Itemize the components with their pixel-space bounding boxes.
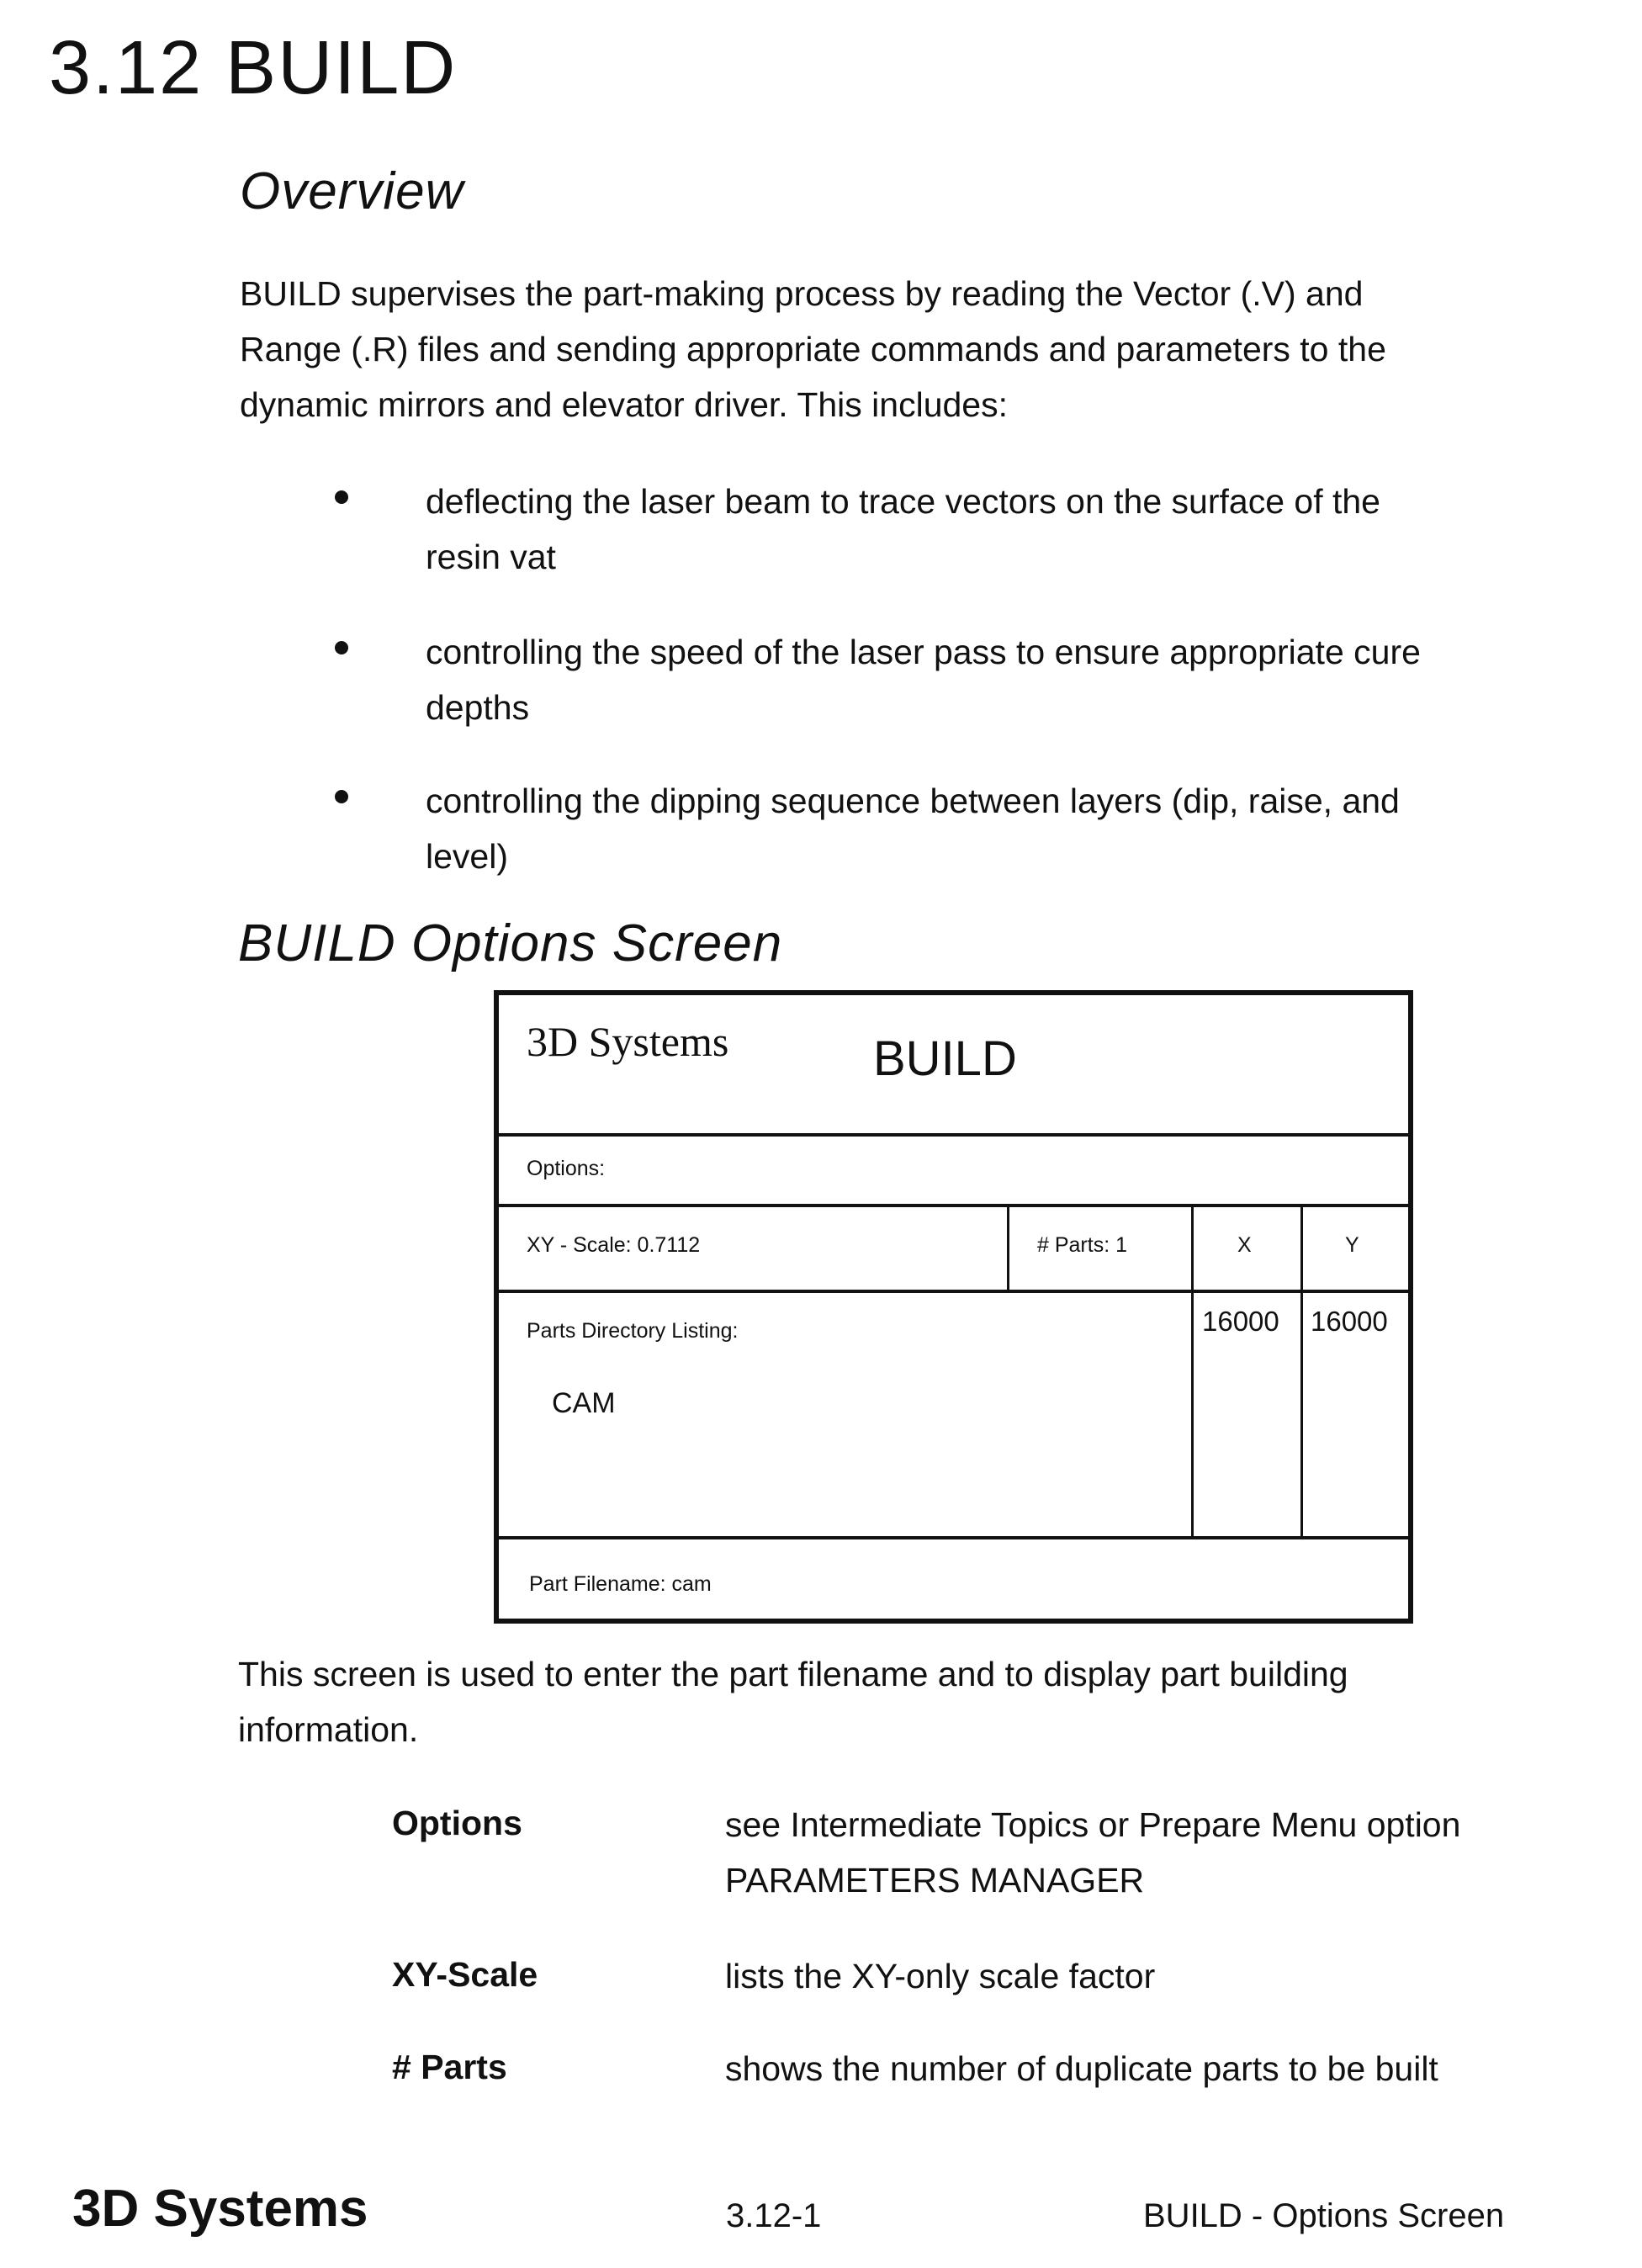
footer-section: BUILD - Options Screen — [1143, 2197, 1504, 2235]
part-filename-field[interactable]: Part Filename: cam — [529, 1572, 712, 1597]
definition-term: Options — [392, 1804, 522, 1843]
divider — [499, 1536, 1408, 1539]
bullet-item — [426, 624, 1421, 735]
options-label: Options: — [527, 1157, 605, 1181]
x-value: 16000 — [1202, 1306, 1279, 1338]
bullet-line: depths — [426, 680, 1421, 735]
definition-term: # Parts — [392, 2048, 507, 2087]
paragraph-line: dynamic mirrors and elevator driver. This includes: — [240, 377, 1386, 432]
bullet-line: deflecting the laser beam to trace vectors on the surface of the — [426, 474, 1380, 529]
overview-heading: Overview — [240, 162, 463, 221]
overview-paragraph — [240, 266, 1386, 432]
xy-scale-value: XY - Scale: 0.7112 — [527, 1233, 700, 1258]
divider — [1191, 1206, 1194, 1536]
definition-line: see Intermediate Topics or Prepare Menu option — [725, 1797, 1460, 1852]
paragraph-line: Range (.R) files and sending appropriate commands and parameters to the — [240, 321, 1386, 377]
definition-line: PARAMETERS MANAGER — [725, 1852, 1460, 1908]
definition-line: shows the number of duplicate parts to be built — [725, 2041, 1438, 2096]
paragraph-line: BUILD supervises the part-making process by reading the Vector (.V) and — [240, 266, 1386, 321]
parts-count: # Parts: 1 — [1037, 1233, 1127, 1258]
bullet-item — [426, 773, 1400, 884]
description-line: This screen is used to enter the part filename and to display part building — [238, 1646, 1348, 1702]
bullet-line: controlling the speed of the laser pass to ensure appropriate cure — [426, 624, 1421, 680]
bullet-item — [426, 474, 1380, 585]
definition-desc — [725, 1797, 1460, 1908]
bullet-icon — [335, 641, 348, 654]
bullet-line: controlling the dipping sequence between layers (dip, raise, and — [426, 773, 1400, 829]
definition-desc — [725, 1948, 1155, 2004]
options-screen-heading: BUILD Options Screen — [238, 914, 782, 973]
page-number: 3.12-1 — [726, 2197, 821, 2235]
bullet-icon — [335, 490, 348, 504]
bullet-line: level) — [426, 829, 1400, 884]
definition-line: lists the XY-only scale factor — [725, 1948, 1155, 2004]
screen-brand: 3D Systems — [527, 1017, 728, 1066]
y-header: Y — [1345, 1233, 1359, 1258]
bullet-icon — [335, 790, 348, 803]
directory-item[interactable]: CAM — [552, 1387, 616, 1420]
divider — [499, 1133, 1408, 1137]
directory-label: Parts Directory Listing: — [527, 1319, 738, 1343]
y-value: 16000 — [1311, 1306, 1388, 1338]
bullet-line: resin vat — [426, 529, 1380, 585]
divider — [499, 1290, 1408, 1293]
description-line: information. — [238, 1702, 1348, 1757]
divider — [499, 1204, 1408, 1207]
definition-desc — [725, 2041, 1438, 2096]
screen-title: BUILD — [873, 1031, 1017, 1087]
section-title: 3.12 BUILD — [49, 25, 457, 112]
divider — [1007, 1206, 1009, 1290]
footer-brand: 3D Systems — [72, 2179, 368, 2239]
x-header: X — [1237, 1233, 1252, 1258]
build-options-screen — [494, 990, 1413, 1624]
screen-description — [238, 1646, 1348, 1757]
divider — [1300, 1206, 1303, 1536]
definition-term: XY-Scale — [392, 1955, 538, 1995]
